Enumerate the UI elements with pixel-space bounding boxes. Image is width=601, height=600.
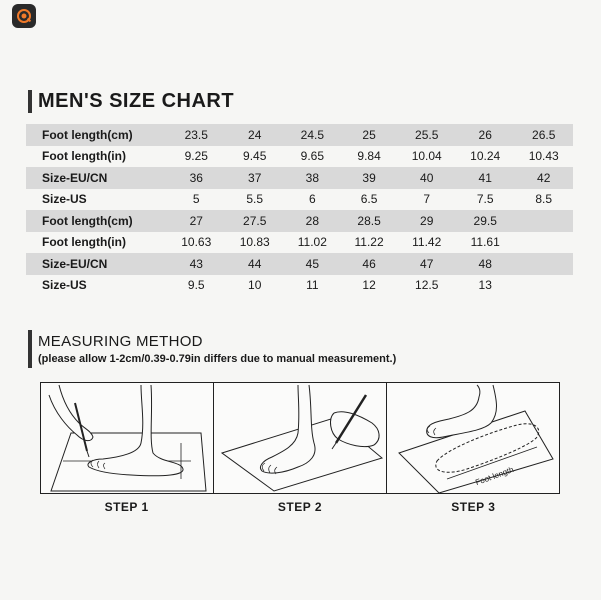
foot-outline-measurement-icon — [387, 383, 559, 493]
size-cell: 7.5 — [476, 192, 494, 207]
size-cell: 6 — [309, 192, 316, 207]
size-cell: 10.24 — [470, 149, 501, 164]
size-cell: 26.5 — [514, 124, 573, 146]
page-title: MEN'S SIZE CHART — [38, 90, 235, 112]
size-cell: 48 — [456, 253, 514, 275]
foot-on-paper-with-pen-icon — [41, 383, 213, 493]
measuring-steps — [40, 382, 560, 494]
size-cell: 11.61 — [470, 235, 500, 250]
step-2-illustration — [214, 382, 387, 494]
size-cell: 5 — [192, 192, 200, 207]
size-table-row — [26, 146, 573, 168]
size-cell — [514, 210, 573, 232]
size-cell: 13 — [478, 278, 492, 293]
foot-length-label: Foot length — [474, 465, 515, 488]
size-cell: 41 — [456, 167, 514, 189]
size-cell: 25.5 — [397, 124, 455, 146]
row-label: Size-EU/CN — [26, 167, 167, 189]
size-cell: 7 — [423, 192, 431, 207]
size-cell: 37 — [225, 167, 283, 189]
size-cell: 36 — [167, 167, 225, 189]
size-table-row — [26, 124, 573, 146]
size-cell: 45 — [284, 253, 341, 275]
step-3-label: STEP 3 — [451, 500, 496, 514]
size-cell: 25 — [341, 124, 398, 146]
size-cell: 10.43 — [528, 149, 559, 164]
size-cell: 28.5 — [341, 210, 398, 232]
size-cell: 46 — [341, 253, 398, 275]
size-cell: 42 — [514, 167, 573, 189]
size-table-row — [26, 210, 573, 232]
title-accent-bar — [28, 90, 32, 113]
row-label: Foot length(cm) — [26, 210, 167, 232]
size-cell: 28 — [284, 210, 341, 232]
size-cell: 24.5 — [284, 124, 341, 146]
step-3-illustration — [387, 382, 560, 494]
size-cell: 29 — [397, 210, 455, 232]
size-table — [26, 124, 573, 296]
size-cell: 38 — [284, 167, 341, 189]
size-cell: 10 — [248, 278, 262, 293]
size-cell: 27.5 — [225, 210, 283, 232]
size-table-row — [26, 167, 573, 189]
step-2-label: STEP 2 — [277, 500, 323, 514]
size-cell: 40 — [397, 167, 455, 189]
size-cell: 10.04 — [411, 149, 442, 164]
tracing-foot-outline-icon — [214, 383, 386, 493]
size-cell: 11 — [306, 278, 319, 293]
size-cell: 11.42 — [412, 235, 442, 250]
measuring-method-section — [28, 330, 396, 368]
size-cell: 12.5 — [415, 278, 439, 293]
size-cell: 11.22 — [354, 235, 384, 250]
size-cell: 9.25 — [184, 149, 208, 164]
row-label: Size-EU/CN — [26, 253, 167, 275]
size-cell — [514, 232, 573, 254]
size-cell: 9.5 — [187, 278, 205, 293]
measuring-method-title: MEASURING METHOD — [38, 333, 203, 350]
measuring-note: (please allow 1-2cm/0.39-0.79in differs due to manual measurement.) — [38, 353, 397, 365]
row-label: Foot length(cm) — [26, 124, 167, 146]
size-cell — [514, 275, 573, 297]
size-cell: 6.5 — [360, 192, 378, 207]
method-accent-bar — [28, 330, 32, 368]
size-cell: 5.5 — [246, 192, 264, 207]
row-label: Size-US — [42, 278, 87, 293]
size-cell: 26 — [456, 124, 514, 146]
size-cell — [514, 253, 573, 275]
size-cell: 29.5 — [456, 210, 514, 232]
size-cell: 11.02 — [297, 235, 327, 250]
row-label: Foot length(in) — [42, 235, 126, 250]
size-cell: 47 — [397, 253, 455, 275]
step-labels — [40, 500, 560, 514]
size-table-row — [26, 232, 573, 254]
size-table-row — [26, 189, 573, 211]
size-chart-header — [28, 90, 234, 113]
size-cell: 27 — [167, 210, 225, 232]
size-cell: 43 — [167, 253, 225, 275]
size-cell: 23.5 — [167, 124, 225, 146]
size-table-row — [26, 253, 573, 275]
size-cell: 24 — [225, 124, 283, 146]
size-cell: 9.45 — [243, 149, 267, 164]
size-cell: 12 — [362, 278, 376, 293]
size-cell: 9.65 — [300, 149, 325, 164]
size-cell: 8.5 — [535, 192, 553, 207]
size-cell: 44 — [225, 253, 283, 275]
camera-lens-icon[interactable] — [12, 4, 36, 28]
step-1-illustration — [40, 382, 214, 494]
size-cell: 10.63 — [181, 235, 212, 250]
size-table-row — [26, 275, 573, 297]
step-1-label: STEP 1 — [104, 500, 149, 514]
size-cell: 39 — [341, 167, 398, 189]
row-label: Foot length(in) — [42, 149, 126, 164]
size-cell: 9.84 — [357, 149, 381, 164]
size-cell: 10.83 — [239, 235, 270, 250]
row-label: Size-US — [42, 192, 87, 207]
